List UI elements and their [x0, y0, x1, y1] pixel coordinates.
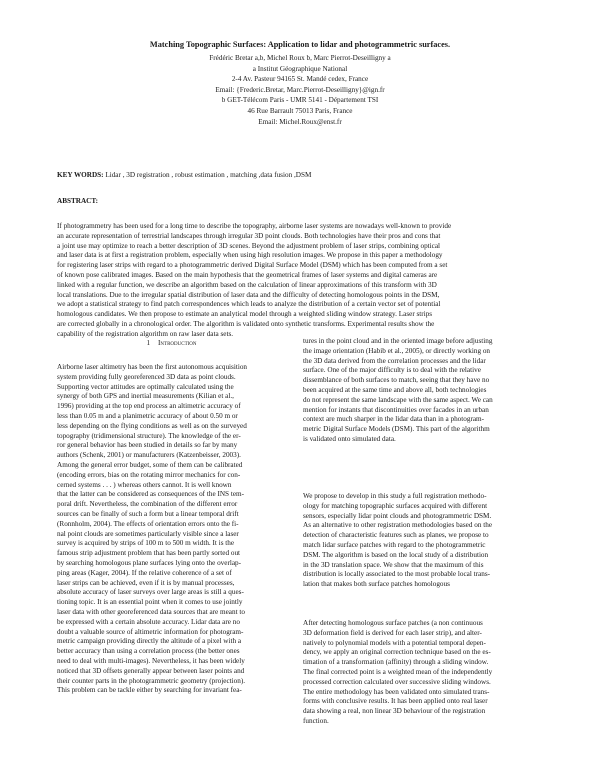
body-line: their counter parts in the photogrammetric geometry (projection).	[57, 676, 246, 685]
body-line: be expressed with a certain absolute accuracy. Lidar data are no	[57, 617, 240, 626]
abstract-line: an accurate representation of terrestrial landscapes through irregular 3D point clouds. Both technologies have their pros and cons that	[57, 231, 441, 240]
body-line: do not represent the same landscape with the same aspect. We can	[303, 395, 493, 404]
body-line: This problem can be tackle either by searching for invariant fea-	[57, 686, 242, 695]
body-line: laser strips can be achieved, even if it is by manual processes,	[57, 578, 235, 587]
paper-title: Matching Topographic Surfaces: Application to lidar and photogrammetric surfaces.	[149, 40, 451, 49]
body-line: absolute accuracy of laser surveys over large areas is still a ques-	[57, 588, 244, 597]
body-line: the 3D data derived from the correlation processes and the lidar	[303, 356, 486, 365]
body-line: Among the general error budget, some of them can be calibrated	[57, 460, 243, 469]
abstract-line: are corrected globally in a chronological order. The algorithm is validated onto synthetic transforms. Experimental results show the	[57, 319, 435, 328]
body-line: surface. One of the major difficulty is to deal with the relative	[303, 366, 481, 375]
author-line: b GET-Télécom Paris - UMR 5141 - Département TSI	[221, 96, 379, 105]
body-line: ology for matching topographic surfaces acquired with different	[303, 501, 488, 510]
right-column-paragraph-3	[303, 619, 543, 727]
body-line: Airborne laser altimetry has been the first autonomous acquisition	[57, 363, 248, 371]
body-line: dency, we apply an original correction technique based on the es-	[303, 648, 491, 657]
body-line: The entire methodology has been validated onto simulated trans-	[303, 687, 490, 696]
body-line: topography (tridimensional structure). The knowledge of the er-	[57, 431, 241, 440]
body-line: 3D deformation field is derived for each laser strip), and alter-	[303, 628, 482, 637]
body-line: The final corrected point is a weighted mean of the independently	[303, 667, 493, 676]
author-line: a Institut Géographique National	[252, 64, 348, 73]
body-line: data showing a real, non linear 3D behaviour of the registration	[303, 707, 486, 716]
left-column	[57, 363, 297, 696]
body-line: that the latter can be considered as consequences of the INS tem-	[57, 490, 245, 499]
abstract-line: a joint use may optimize to reach a better description of 3D scenes. Beyond the adjustment problem of laser strips, combining optical	[57, 241, 441, 250]
keywords-text: Lidar , 3D registration , robust estimation , matching ,data fusion ,DSM	[103, 171, 312, 179]
right-column-paragraph-1	[303, 337, 543, 445]
abstract-heading: ABSTRACT:	[57, 197, 99, 205]
body-line: metric campaign providing directly the altitude of a pixel with a	[57, 637, 242, 646]
body-line: system providing fully georeferenced 3D data as point clouds.	[57, 372, 236, 381]
abstract-line: of known pose calibrated images. Based on the main hypothesis that the geometrical frames of laser systems and digital cameras are	[57, 270, 438, 279]
body-line: distribution is locally associated to the most probable local trans-	[303, 570, 491, 579]
body-line: tures in the point cloud and in the oriented image before adjusting	[303, 337, 493, 345]
author-line: Email: {Frederic.Bretar, Marc.Pierrot-Deseilligny}@ign.fr	[215, 85, 385, 94]
body-line: by searching homologous plane surfaces lying onto the overlap-	[57, 558, 242, 567]
body-line: Supporting vector attitudes are optimally calculated using the	[57, 382, 234, 391]
abstract-line: for registering laser strips with regard to a photogrammetric derived Digital Surface Model (DSM) which has been computed from a set	[57, 261, 448, 270]
abstract-line: capability of the registration algorithm on raw laser data sets.	[57, 329, 234, 338]
body-line: metric Digital Surface Models (DSM). This part of the algorithm	[303, 425, 490, 434]
body-line: cerned systems . . . ) whereas others cannot. It is well known	[57, 480, 232, 489]
body-line: (Ronnholm, 2004). The effects of orientation errors onto the fi-	[57, 519, 239, 528]
body-line: sensors, especially lidar point clouds and photogrammetric DSM.	[303, 511, 492, 520]
body-line: survey is acquired by strips of 100 m to 500 m width. It is the	[57, 539, 235, 548]
abstract-line: homologous candidates. We then propose to estimate an analytical model through a weighted sliding window strategy. Laser strips	[57, 310, 433, 319]
body-line: tioning topic. It is an essential point when it comes to use jointly	[57, 598, 243, 607]
abstract-line: we adopt a statistical strategy to find patch correspondences which leads to analyze the distribution of a certain vector set of potential	[57, 300, 441, 309]
abstract-line: If photogrammetry has been used for a long time to describe the topography, airborne laser systems are nowadays well-known to provide	[57, 222, 452, 230]
body-line: authors (Schenk, 2001) or manufacturers (Katzenbeisser, 2003).	[57, 451, 241, 460]
section-heading	[57, 339, 294, 347]
body-line: function.	[303, 716, 329, 725]
body-line: natively to polynomial models with a potential temporal depen-	[303, 638, 486, 647]
body-line: ping areas (Kager, 2004). If the relative coherence of a set of	[57, 568, 232, 577]
author-block	[0, 53, 600, 127]
body-line: (encoding errors, bias on the rotating mirror mechanics for con-	[57, 470, 241, 479]
abstract-line: linked with a regular function, we describe an algorithm based on the calculation of linear approximations of this transform with 3D	[57, 280, 437, 289]
body-line: context are much sharper in the lidar data than in a photogram-	[303, 415, 485, 424]
body-line: less depending on the flying conditions as well as on the surveyed	[57, 421, 247, 430]
abstract-line: local translations. Due to the irregular spatial distribution of laser data and the difficulty of detecting homologous points in the DSM,	[57, 290, 440, 299]
body-line: laser data with other georeferenced data sources that are meant to	[57, 607, 245, 616]
body-line: less than 0.05 m and a planimetric accuracy of about 0.50 m or	[57, 411, 238, 420]
body-line: been acquired at the same time and above all, both technologies	[303, 385, 487, 394]
body-line: famous strip adjustment problem that has been partly sorted out	[57, 549, 241, 558]
body-line: processed correction calculated over successive sliding windows.	[303, 677, 491, 686]
body-line: mention for instants that discontinuities over facades in an urban	[303, 405, 489, 414]
author-line: 46 Rue Barrault 75013 Paris, France	[247, 106, 353, 115]
author-line: 2-4 Av. Pasteur 94165 St. Mandé cedex, France	[231, 75, 369, 84]
body-line: DSM. The algorithm is based on the local study of a distribution	[303, 550, 489, 559]
body-line: After detecting homologous surface patches (a non continuous	[303, 619, 483, 627]
body-line: detection of characteristic features such as planes, we propose to	[303, 531, 489, 540]
body-line: poral drift. Nevertheless, the combination of the different error	[57, 500, 238, 509]
body-line: synergy of both GPS and inertial measurements (Kilian et al.,	[57, 392, 234, 401]
body-line: As an alternative to other registration methodologies based on the	[303, 521, 493, 530]
body-line: timation of a transformation (affinity) through a sliding window.	[303, 658, 489, 667]
body-line: 1996) providing at the top end process an altimetric accuracy of	[57, 402, 241, 411]
body-line: We propose to develop in this study a full registration methodo-	[303, 492, 487, 500]
author-line: Frédéric Bretar a,b, Michel Roux b, Marc Pierrot-Deseilligny a	[209, 54, 391, 62]
body-line: forms with conclusive results. It has been applied onto real laser	[303, 697, 488, 706]
body-line: lation that makes both surface patches homologous	[303, 580, 450, 589]
keywords	[57, 171, 557, 179]
body-line: need to deal with multi-images). Nevertheless, it has been widely	[57, 656, 245, 665]
body-line: nal point clouds are sometimes particularly visible since a laser	[57, 529, 239, 538]
section-number: 1	[146, 339, 151, 347]
abstract-text	[57, 222, 543, 340]
body-line: the image orientation (Habib et al., 2005), or directly working on	[303, 346, 491, 355]
right-column-paragraph-2	[303, 492, 543, 590]
body-line: better accuracy than using a correlation process (the better ones	[57, 647, 240, 656]
body-line: sources can be finally of such a form but a linear temporal drift	[57, 509, 239, 518]
body-line: doubt a valuable source of altimetric information for photogram-	[57, 627, 244, 636]
body-line: in the 3D translation space. We show that the maximum of this	[303, 560, 484, 569]
body-line: noticed that 3D offsets generally appear between laser points and	[57, 666, 245, 675]
keywords-label: KEY WORDS:	[57, 171, 104, 179]
body-line: match lidar surface patches with regard to the photogrammetric	[303, 540, 486, 549]
author-line: Email: Michel.Roux@enst.fr	[258, 117, 342, 126]
body-line: is validated onto simulated data.	[303, 434, 396, 443]
section-title: Introduction	[158, 339, 197, 347]
abstract-line: and laser data is at first a registration problem, especially when using high resolution images. We propose in this paper a methodology	[57, 251, 443, 260]
body-line: ror general behavior has been studied in details so far by many	[57, 441, 238, 450]
body-line: dissemblance of both surfaces to match, seeing that they have no	[303, 376, 490, 385]
